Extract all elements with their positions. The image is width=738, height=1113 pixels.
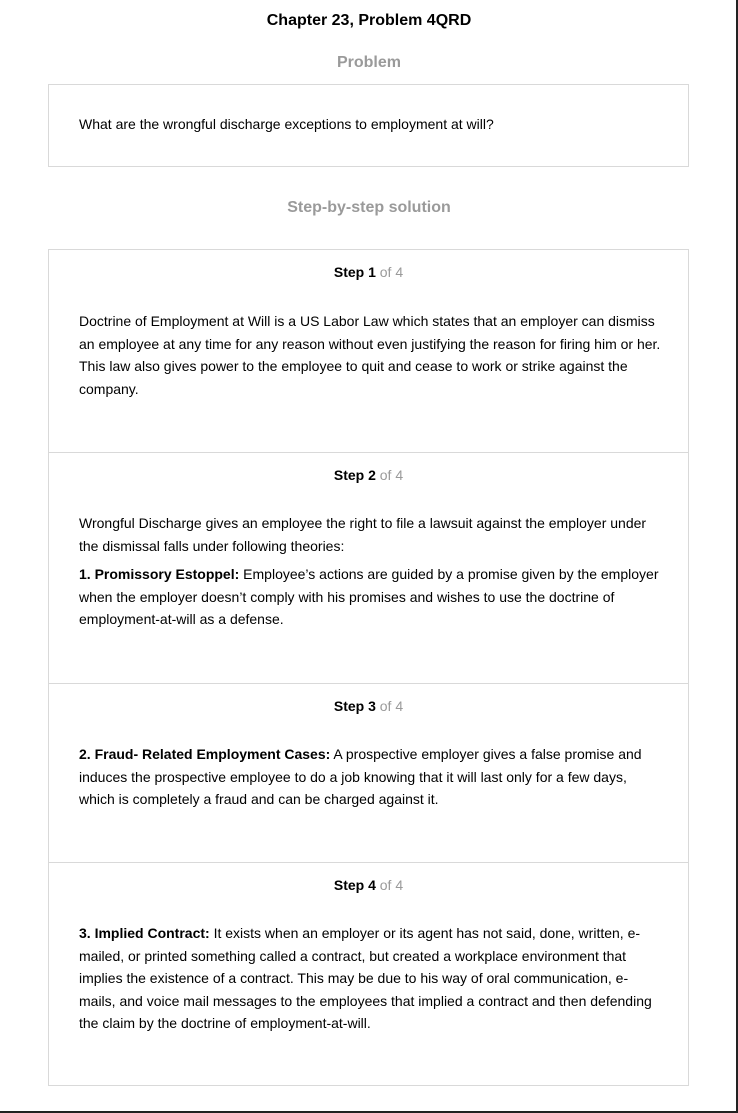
step-2 <box>49 452 688 683</box>
page-title: Chapter 23, Problem 4QRD <box>266 12 472 29</box>
problem-heading: Problem <box>336 54 401 71</box>
step-4-total: of 4 <box>379 877 404 893</box>
step-4-theory-text: It exists when an employer or its agent has not said, done, written, e-mailed, or printed something called a contract, but created a workplace environment that implies the existence of a contract. This may be due to his way of oral communication, e-mails, and voice mail messages to the employees that implied a contract and then defending the claim by the doctrine of employment-at-will. <box>79 925 652 1031</box>
step-2-theory-title: 1. Promissory Estoppel: <box>79 566 240 582</box>
step-1 <box>49 250 688 452</box>
step-4-number: Step 4 <box>333 877 376 893</box>
solution-heading: Step-by-step solution <box>287 199 451 216</box>
step-3-label <box>49 698 688 714</box>
problem-text: What are the wrongful discharge exceptions to employment at will? <box>79 116 494 132</box>
step-4-theory-title: 3. Implied Contract: <box>79 925 210 941</box>
step-2-label <box>49 467 688 483</box>
step-2-theory-text: Employee’s actions are guided by a promise given by the employer when the employer doesn’t comply with his promises and wishes to use the doctrine of employment-at-will as a defense. <box>79 566 659 627</box>
step-1-label <box>49 264 688 280</box>
step-3 <box>49 683 688 862</box>
problem-box <box>48 84 689 167</box>
step-4-paragraph <box>79 922 661 1035</box>
step-2-total: of 4 <box>379 467 404 483</box>
step-1-number: Step 1 <box>333 264 376 280</box>
step-1-body <box>79 310 661 400</box>
steps-container <box>48 249 689 1086</box>
step-2-paragraph-theory <box>79 563 661 631</box>
step-3-number: Step 3 <box>333 698 376 714</box>
step-3-body <box>79 743 661 811</box>
step-4-label <box>49 877 688 893</box>
step-2-body <box>79 512 661 631</box>
step-3-total: of 4 <box>379 698 404 714</box>
step-4 <box>49 862 688 1085</box>
step-2-number: Step 2 <box>333 467 376 483</box>
step-2-paragraph-intro: Wrongful Discharge gives an employee the right to file a lawsuit against the employer under the dismissal falls under following theories: <box>79 515 647 554</box>
step-3-paragraph <box>79 743 661 811</box>
step-3-theory-title: 2. Fraud- Related Employment Cases: <box>79 746 331 762</box>
step-1-paragraph: Doctrine of Employment at Will is a US Labor Law which states that an employer can dismiss an employee at any time for any reason without even justifying the reason for firing him or her. This law also gives power to the employee to quit and cease to work or strike against the company. <box>79 313 661 397</box>
step-4-body <box>79 922 661 1035</box>
step-3-theory-text: A prospective employer gives a false promise and induces the prospective employee to do a job knowing that it will last only for a few days, which is completely a fraud and can be charged against it. <box>79 746 642 807</box>
step-1-total: of 4 <box>379 264 404 280</box>
